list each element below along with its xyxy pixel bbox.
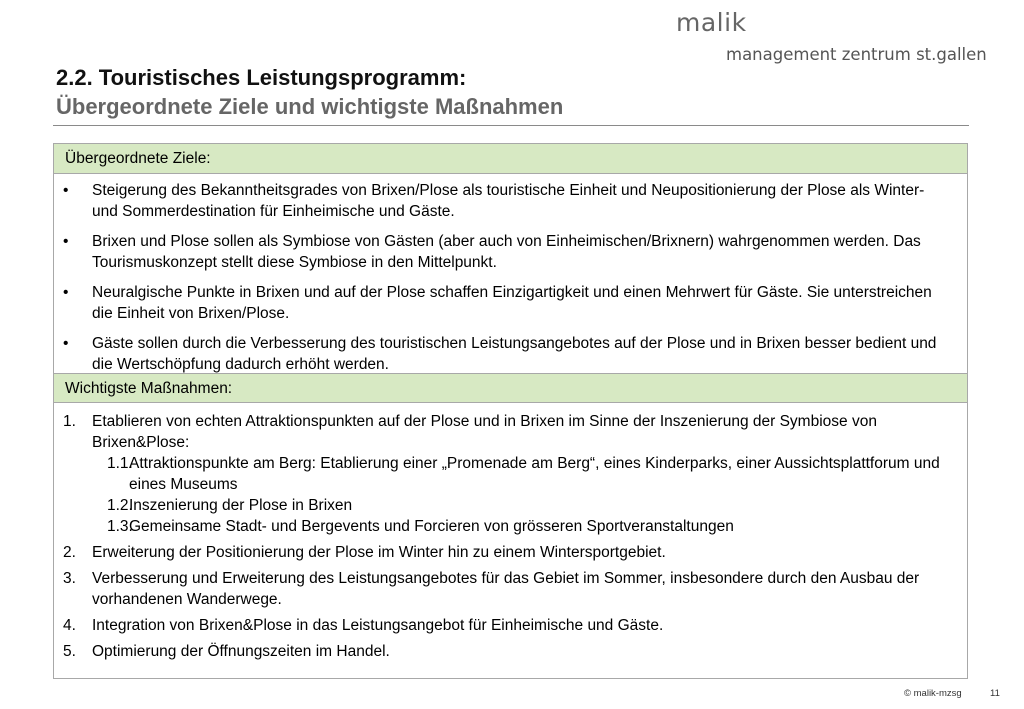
goal-text: Steigerung des Bekanntheitsgrades von Brixen/Plose als touristische Einheit und Neupositionierung der Plose als Winter- und Sommerdestination für Einheimische und Gäste. [92,182,925,220]
bullet-marker: • [63,335,69,352]
sub-list-item [92,453,947,495]
sub-list [92,453,947,537]
sub-measure-text: Gemeinsame Stadt- und Bergevents und Forcieren von grösseren Sportveranstaltungen [129,518,734,535]
goal-text: Neuralgische Punkte in Brixen und auf der Plose schaffen Einzigartigkeit und einen Mehrwert für Gäste. Sie unterstreichen die Einheit von Brixen/Plose. [92,284,932,322]
list-item [54,641,967,662]
sub-list-item [92,495,947,516]
sub-item-number: 1.1. [107,455,133,472]
sub-measure-text: Inszenierung der Plose in Brixen [129,497,353,514]
measures-list [54,411,967,667]
item-number: 5. [63,643,76,660]
bullet-marker: • [63,233,69,250]
content-table [53,143,968,679]
item-number: 1. [63,413,76,430]
list-item [54,282,967,324]
measure-text: Integration von Brixen&Plose in das Leistungsangebot für Einheimische und Gäste. [92,617,664,634]
list-item [54,333,967,375]
list-item [54,542,967,563]
goals-heading: Übergeordnete Ziele: [54,144,967,174]
logo-wordmark: malik [676,8,747,37]
slide-subtitle: Übergeordnete Ziele und wichtigste Maßnahmen [56,94,564,119]
list-item [54,615,967,636]
item-number: 4. [63,617,76,634]
sub-item-number: 1.2. [107,497,133,514]
sub-list-item [92,516,947,537]
list-item [54,411,967,537]
sub-measure-text: Attraktionspunkte am Berg: Etablierung einer „Promenade am Berg“, eines Kinderparks, einer Aussichtsplattforum und eines Museums [129,455,940,493]
measure-text: Erweiterung der Positionierung der Plose im Winter hin zu einem Wintersportgebiet. [92,544,666,561]
bullet-marker: • [63,284,69,301]
measure-text: Verbesserung und Erweiterung des Leistungsangebotes für das Gebiet im Sommer, insbesondere durch den Ausbau der vorhandenen Wanderwege. [92,570,920,608]
item-number: 3. [63,570,76,587]
goals-list [54,180,967,384]
logo-tagline: management zentrum st.gallen [726,45,987,64]
list-item [54,568,967,610]
item-number: 2. [63,544,76,561]
page-number: 11 [990,688,1000,699]
list-item [54,231,967,273]
footer-copyright: © malik-mzsg [904,688,962,699]
title-divider [53,125,969,126]
slide-title: 2.2. Touristisches Leistungsprogramm: [56,65,467,90]
sub-item-number: 1.3. [107,518,133,535]
goal-text: Gäste sollen durch die Verbesserung des touristischen Leistungsangebotes auf der Plose und in Brixen besser bedient und die Wertschöpfung dadurch erhöht werden. [92,335,937,373]
measures-heading: Wichtigste Maßnahmen: [54,373,967,403]
bullet-marker: • [63,182,69,199]
list-item [54,180,967,222]
measure-text: Optimierung der Öffnungszeiten im Handel. [92,643,390,660]
goal-text: Brixen und Plose sollen als Symbiose von Gästen (aber auch von Einheimischen/Brixnern) wahrgenommen werden. Das Tourismuskonzept stellt diese Symbiose in den Mittelpunkt. [92,233,921,271]
measure-text: Etablieren von echten Attraktionspunkten auf der Plose und in Brixen im Sinne der Inszenierung der Symbiose von Brixen&Plose: [92,413,877,451]
